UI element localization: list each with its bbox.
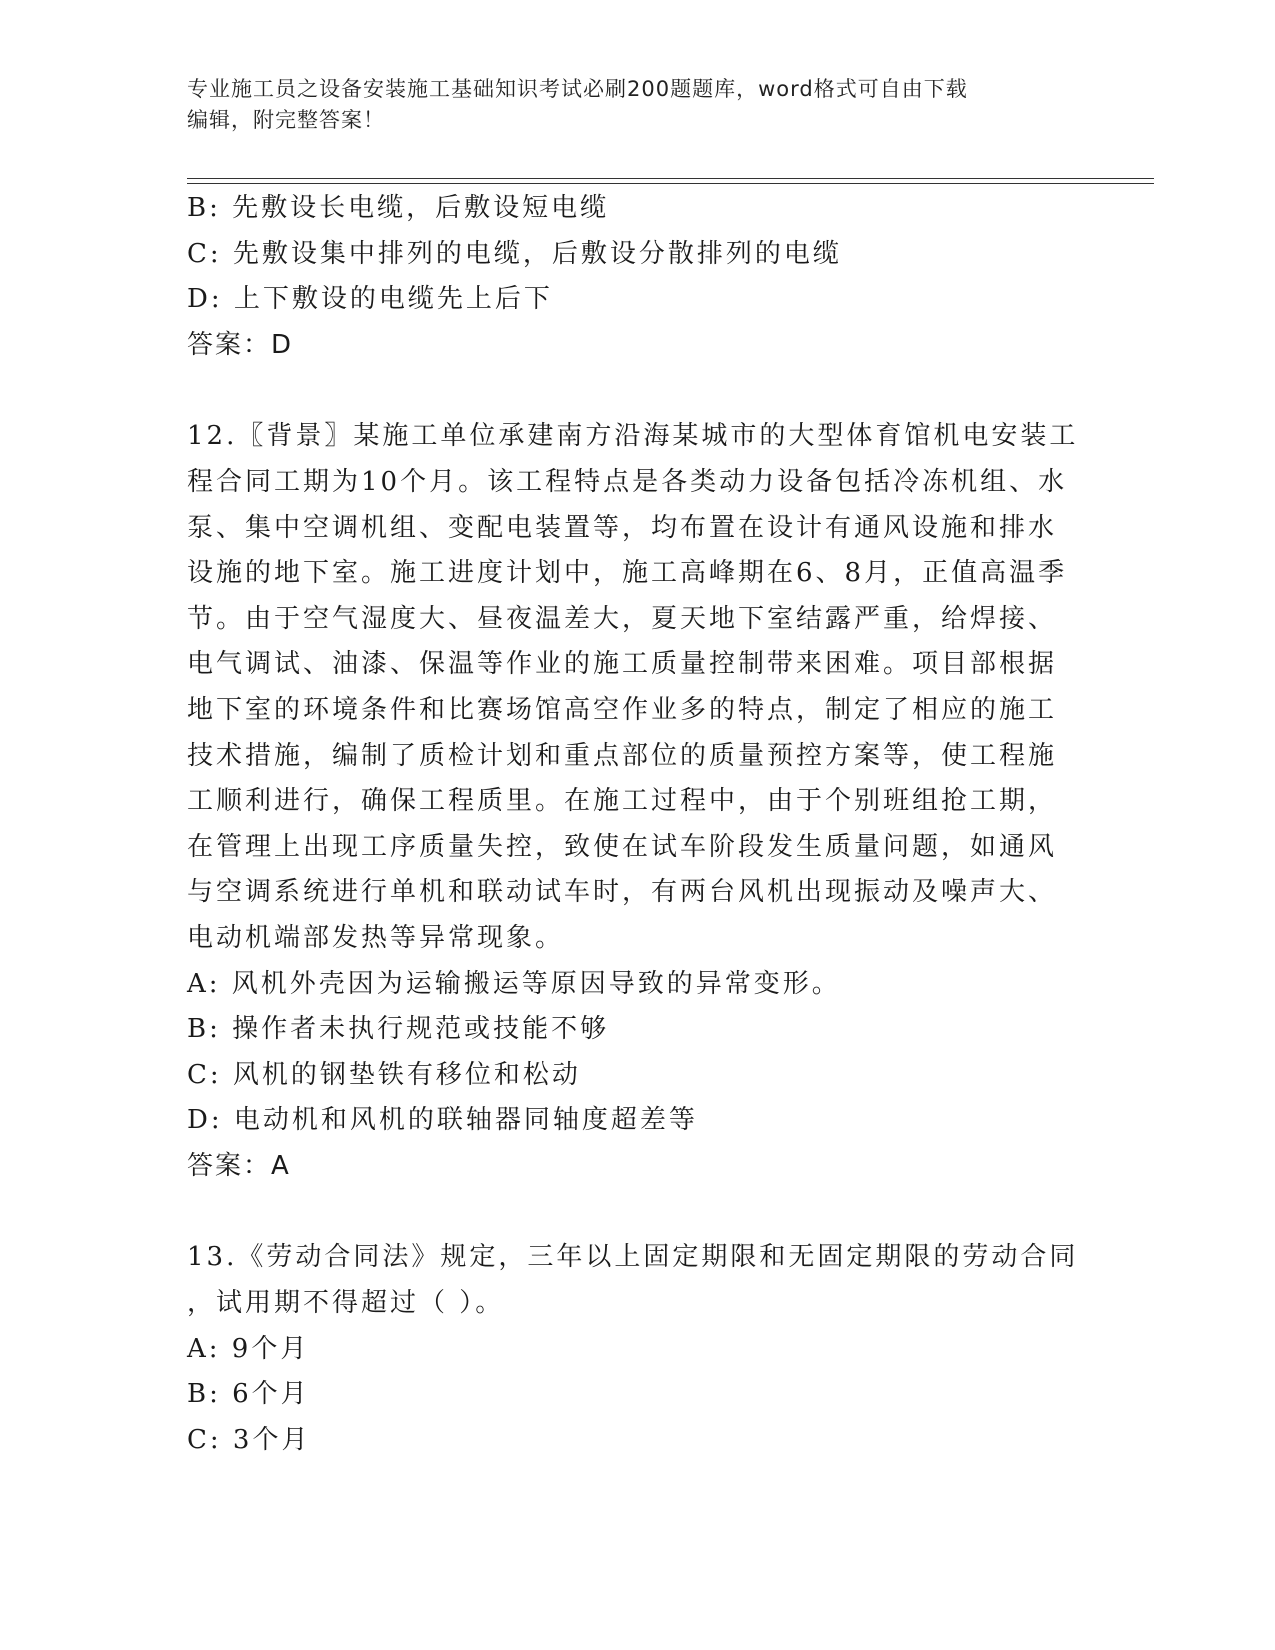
header-title-line-2: 编辑，附完整答案！ — [187, 108, 385, 132]
question-text-line: 地下室的环境条件和比赛场馆高空作业多的特点，制定了相应的施工 — [187, 694, 1058, 725]
question-text-line: 设施的地下室。施工进度计划中，施工高峰期在6、8月，正值高温季 — [187, 558, 1068, 589]
question-text-line: 13.《劳动合同法》规定，三年以上固定期限和无固定期限的劳动合同 — [187, 1242, 1079, 1273]
question-text-line: 泵、集中空调机组、变配电装置等，均布置在设计有通风设施和排水 — [187, 512, 1058, 543]
option-d: D: 电动机和风机的联轴器同轴度超差等 — [187, 1105, 698, 1136]
option-a: A: 风机外壳因为运输搬运等原因导致的异常变形。 — [187, 968, 841, 999]
document-body — [187, 186, 1087, 1463]
spacer — [187, 368, 1087, 414]
question-text-line: 电动机端部发热等异常现象。 — [187, 922, 565, 953]
question-text-line: 在管理上出现工序质量失控，致使在试车阶段发生质量问题，如通风 — [187, 831, 1058, 862]
page-header — [187, 74, 1087, 136]
question-text-line: 节。由于空气湿度大、昼夜温差大，夏天地下室结露严重，给焊接、 — [187, 603, 1058, 634]
question-text-line: 程合同工期为10个月。该工程特点是各类动力设备包括冷冻机组、水 — [187, 466, 1068, 497]
option-d: D: 上下敷设的电缆先上后下 — [187, 284, 553, 315]
question-11-block — [187, 186, 1087, 368]
option-c: C: 先敷设集中排列的电缆，后敷设分散排列的电缆 — [187, 238, 842, 269]
question-text-line: 12.〖背景〗某施工单位承建南方沿海某城市的大型体育馆机电安装工 — [187, 421, 1079, 452]
header-divider — [187, 178, 1154, 179]
header-divider-secondary — [187, 183, 1154, 184]
question-text-line: 与空调系统进行单机和联动试车时，有两台风机出现振动及噪声大、 — [187, 877, 1058, 908]
option-b: B: 6个月 — [187, 1379, 310, 1410]
answer-label: 答案：D — [187, 329, 294, 360]
question-text-line: 电气调试、油漆、保温等作业的施工质量控制带来困难。项目部根据 — [187, 649, 1058, 680]
question-text-line: 技术措施，编制了质检计划和重点部位的质量预控方案等，使工程施 — [187, 740, 1058, 771]
spacer — [187, 1189, 1087, 1235]
option-a: A: 9个月 — [187, 1333, 310, 1364]
option-c: C: 风机的钢垫铁有移位和松动 — [187, 1059, 581, 1090]
question-12-block — [187, 414, 1087, 1189]
option-b: B: 操作者未执行规范或技能不够 — [187, 1014, 610, 1045]
question-13-block — [187, 1235, 1087, 1463]
answer-label: 答案：A — [187, 1150, 291, 1181]
option-c: C: 3个月 — [187, 1424, 311, 1455]
header-title-line-1: 专业施工员之设备安装施工基础知识考试必刷200题题库，word格式可自由下载 — [187, 77, 968, 101]
option-b: B: 先敷设长电缆，后敷设短电缆 — [187, 193, 610, 223]
question-text-line: ，试用期不得超过（ ）。 — [187, 1288, 505, 1319]
question-text-line: 工顺利进行，确保工程质里。在施工过程中，由于个别班组抢工期， — [187, 786, 1058, 817]
